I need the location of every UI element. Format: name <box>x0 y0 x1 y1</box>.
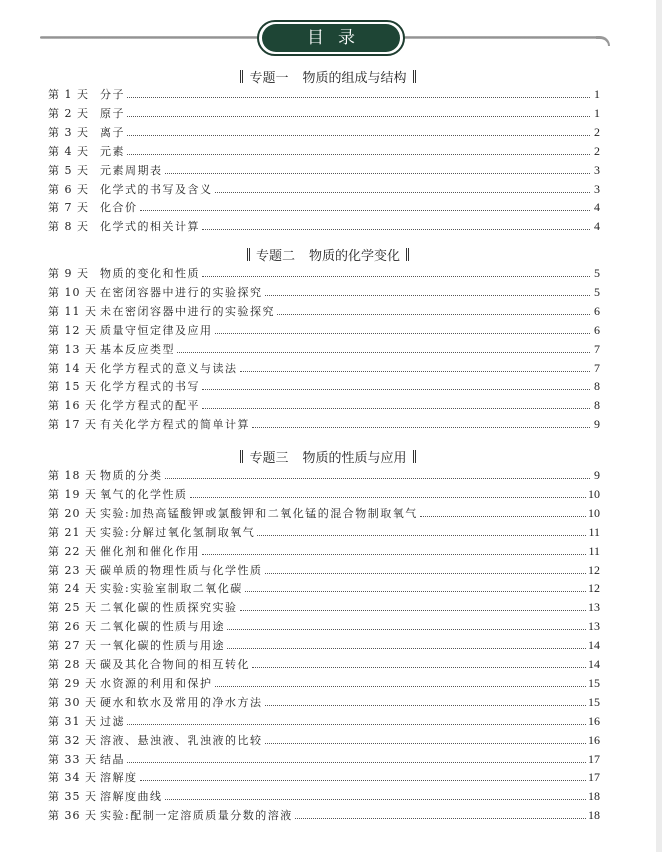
toc-leader-dots <box>140 779 587 781</box>
toc-leader-dots <box>202 388 590 390</box>
toc-page-number: 11 <box>588 543 600 558</box>
toc-entry[interactable] <box>48 142 600 160</box>
section-bar-right <box>413 450 416 463</box>
toc-day: 第 33 天 <box>48 752 97 766</box>
section-bar-right <box>413 70 416 83</box>
section-label: 专题二 <box>255 249 295 264</box>
toc-day: 第 25 天 <box>48 601 97 615</box>
toc-page-number: 13 <box>588 619 600 634</box>
toc-entry[interactable] <box>48 283 600 301</box>
toc-page-number: 6 <box>594 303 600 318</box>
toc-entry[interactable] <box>48 161 600 179</box>
toc-leader-dots <box>215 332 591 334</box>
toc-leader-dots <box>177 351 590 353</box>
toc-leader-dots <box>265 572 587 574</box>
toc-leader-dots <box>420 515 586 517</box>
toc-entry[interactable] <box>48 787 600 805</box>
toc-entry[interactable] <box>48 485 600 503</box>
toc-leader-dots <box>165 477 591 479</box>
toc-page-number: 16 <box>588 713 600 728</box>
toc-title[interactable]: 碳单质的物理性质与化学性质 <box>100 563 263 577</box>
toc-page-number: 14 <box>588 638 600 653</box>
toc-page-number: 9 <box>594 417 600 432</box>
toc-day: 第 24 天 <box>48 582 97 596</box>
toc-page-number: 15 <box>588 694 600 709</box>
toc-leader-dots <box>215 191 591 193</box>
toc-day: 第 34 天 <box>48 771 97 785</box>
toc-day: 第 31 天 <box>48 714 97 728</box>
toc-title[interactable]: 实验:分解过氧化氢制取氧气 <box>100 525 256 539</box>
toc-day: 第 11 天 <box>48 304 97 318</box>
toc-day: 第 26 天 <box>48 620 97 634</box>
toc-page-number: 12 <box>588 562 600 577</box>
section-header <box>0 447 656 466</box>
toc-page-number: 3 <box>594 181 600 196</box>
toc-leader-dots <box>245 590 586 592</box>
toc-title[interactable]: 硬水和软水及常用的净水方法 <box>100 695 263 709</box>
toc-entry[interactable] <box>48 504 600 522</box>
toc-day: 第 7 天 <box>48 201 89 215</box>
toc-leader-dots <box>252 666 586 668</box>
toc-leader-dots <box>127 134 590 136</box>
toc-day: 第 17 天 <box>48 418 97 432</box>
toc-leader-dots <box>277 313 590 315</box>
toc-title[interactable]: 氧气的化学性质 <box>100 487 188 501</box>
toc-day: 第 1 天 <box>48 88 89 101</box>
toc-leader-dots <box>295 817 586 819</box>
toc-entry[interactable] <box>48 636 600 654</box>
toc-leader-dots <box>265 294 591 296</box>
section-bar-left <box>247 248 250 261</box>
toc-page-number: 9 <box>594 468 600 482</box>
toc-entry[interactable] <box>48 123 600 141</box>
toc-page-number: 5 <box>594 266 600 280</box>
toc-title[interactable]: 化学方程式的意义与读法 <box>100 361 238 375</box>
toc-title[interactable]: 未在密闭容器中进行的实验探究 <box>100 304 275 318</box>
toc-day: 第 30 天 <box>48 695 97 709</box>
toc-day: 第 2 天 <box>48 106 89 120</box>
toc-page-number: 1 <box>594 105 600 120</box>
toc-day: 第 9 天 <box>48 267 89 280</box>
toc-entry[interactable] <box>48 264 600 282</box>
section-name: 物质的化学变化 <box>309 249 401 264</box>
section-header <box>0 67 656 86</box>
toc-day: 第 3 天 <box>48 125 89 139</box>
toc-leader-dots <box>265 704 587 706</box>
toc-entry[interactable] <box>48 217 600 235</box>
toc-leader-dots <box>227 628 586 630</box>
toc-day: 第 8 天 <box>48 220 89 234</box>
toc-day: 第 13 天 <box>48 342 97 356</box>
toc-page-number: 3 <box>594 162 600 177</box>
toc-leader-dots <box>240 609 587 611</box>
toc-entry[interactable] <box>48 85 600 103</box>
toc-entry[interactable] <box>48 674 600 692</box>
toc-day: 第 12 天 <box>48 323 97 337</box>
toc-title[interactable]: 结晶 <box>100 752 125 766</box>
toc-leader-dots <box>202 228 590 230</box>
toc-entry[interactable] <box>48 768 600 786</box>
toc-title[interactable]: 化学式的书写及含义 <box>100 182 213 196</box>
toc-title[interactable]: 化学方程式的书写 <box>100 380 200 394</box>
toc-title[interactable]: 化学方程式的配平 <box>100 399 200 413</box>
section-name: 物质的性质与应用 <box>302 451 407 466</box>
toc-leader-dots <box>265 742 587 744</box>
toc-title[interactable]: 分子 <box>100 88 125 101</box>
toc-entry[interactable] <box>48 712 600 730</box>
toc-day: 第 23 天 <box>48 563 97 577</box>
toc-day: 第 10 天 <box>48 285 97 299</box>
toc-day: 第 4 天 <box>48 144 89 158</box>
toc-entry[interactable] <box>48 542 600 560</box>
toc-leader-dots <box>202 275 590 277</box>
toc-title[interactable]: 过滤 <box>100 714 125 728</box>
toc-entry[interactable] <box>48 340 600 358</box>
toc-page-number: 7 <box>594 341 600 356</box>
toc-entry[interactable] <box>48 180 600 198</box>
toc-entry[interactable] <box>48 561 600 579</box>
toc-page-number: 2 <box>594 124 600 139</box>
toc-day: 第 36 天 <box>48 809 97 823</box>
toc-page-number: 7 <box>594 360 600 375</box>
toc-entry[interactable] <box>48 523 600 541</box>
toc-page-number: 11 <box>588 524 600 539</box>
toc-page-number: 13 <box>588 600 600 615</box>
header-rule-right <box>404 36 600 39</box>
section-label: 专题三 <box>249 451 289 466</box>
toc-day: 第 15 天 <box>48 380 97 394</box>
toc-title[interactable]: 实验:加热高锰酸钾或氯酸钾和二氧化锰的混合物制取氧气 <box>100 506 418 520</box>
toc-title[interactable]: 实验:实验室制取二氧化碳 <box>100 582 243 596</box>
toc-title[interactable]: 实验:配制一定溶质质量分数的溶液 <box>100 809 293 823</box>
toc-entry[interactable] <box>48 655 600 673</box>
toc-day: 第 32 天 <box>48 733 97 747</box>
toc-page-number: 8 <box>594 398 600 413</box>
toc-page-number: 4 <box>594 219 600 234</box>
toc-title[interactable]: 有关化学方程式的简单计算 <box>100 418 250 432</box>
toc-leader-dots <box>257 534 586 536</box>
page-title: 目录 <box>262 24 400 52</box>
toc-title[interactable]: 一氧化碳的性质与用途 <box>100 639 225 653</box>
toc-page-number: 4 <box>594 200 600 215</box>
toc-leader-dots <box>127 723 586 725</box>
section-name: 物质的组成与结构 <box>302 71 407 86</box>
header-rule-left <box>40 36 260 39</box>
toc-title[interactable]: 催化剂和催化作用 <box>100 544 200 558</box>
toc-leader-dots <box>240 370 591 372</box>
toc-entry[interactable] <box>48 377 600 395</box>
toc-page-number: 14 <box>588 657 600 671</box>
toc-day: 第 19 天 <box>48 487 97 501</box>
toc-page-number: 17 <box>588 751 600 766</box>
toc-title[interactable]: 二氧化碳的性质探究实验 <box>100 601 238 615</box>
page-edge-scrollbar <box>656 0 662 852</box>
toc-page-number: 6 <box>594 322 600 337</box>
toc-day: 第 5 天 <box>48 163 89 177</box>
toc-entry[interactable] <box>48 359 600 377</box>
section-header <box>0 245 656 264</box>
section-label: 专题一 <box>249 71 289 86</box>
toc-day: 第 16 天 <box>48 399 97 413</box>
toc-day: 第 14 天 <box>48 361 97 375</box>
toc-title[interactable]: 化合价 <box>100 201 138 215</box>
toc-page-number: 1 <box>594 87 600 101</box>
toc-title[interactable]: 溶液、悬浊液、乳浊液的比较 <box>100 733 263 747</box>
toc-leader-dots <box>127 761 586 763</box>
toc-page-number: 8 <box>594 379 600 394</box>
toc-entry[interactable] <box>48 598 600 616</box>
toc-day: 第 22 天 <box>48 544 97 558</box>
toc-title[interactable]: 溶解度曲线 <box>100 790 163 804</box>
toc-day: 第 27 天 <box>48 639 97 653</box>
toc-entry[interactable] <box>48 750 600 768</box>
toc-entry[interactable] <box>48 693 600 711</box>
toc-entry[interactable] <box>48 396 600 414</box>
toc-leader-dots <box>202 553 586 555</box>
toc-day: 第 18 天 <box>48 469 97 482</box>
toc-title[interactable]: 离子 <box>100 125 125 139</box>
toc-page-number: 15 <box>588 675 600 690</box>
toc-day: 第 6 天 <box>48 182 89 196</box>
toc-leader-dots <box>127 115 590 117</box>
toc-title[interactable]: 质量守恒定律及应用 <box>100 323 213 337</box>
toc-title[interactable]: 原子 <box>100 106 125 120</box>
toc-entry[interactable] <box>48 321 600 339</box>
toc-page-number: 17 <box>588 770 600 785</box>
toc-entry[interactable] <box>48 579 600 597</box>
toc-leader-dots <box>165 172 591 174</box>
toc-day: 第 20 天 <box>48 506 97 520</box>
toc-page-number: 10 <box>588 486 600 501</box>
toc-entry[interactable] <box>48 415 600 433</box>
toc-title[interactable]: 二氧化碳的性质与用途 <box>100 620 225 634</box>
toc-leader-dots <box>165 798 587 800</box>
toc-title[interactable]: 元素周期表 <box>100 163 163 177</box>
toc-entry[interactable] <box>48 198 600 216</box>
toc-title[interactable]: 物质的分类 <box>100 469 163 482</box>
toc-entry[interactable] <box>48 466 600 484</box>
toc-page-number: 2 <box>594 143 600 158</box>
toc-leader-dots <box>252 426 590 428</box>
toc-day: 第 28 天 <box>48 658 97 671</box>
toc-leader-dots <box>127 153 590 155</box>
toc-page-number: 10 <box>588 505 600 520</box>
toc-leader-dots <box>127 96 590 98</box>
header-rule-tail <box>596 36 610 46</box>
toc-day: 第 29 天 <box>48 676 97 690</box>
toc-page-number: 5 <box>594 284 600 299</box>
toc-leader-dots <box>190 496 587 498</box>
toc-entry[interactable] <box>48 806 600 824</box>
toc-title[interactable]: 基本反应类型 <box>100 342 175 356</box>
toc-title[interactable]: 在密闭容器中进行的实验探究 <box>100 285 263 299</box>
toc-day: 第 21 天 <box>48 525 97 539</box>
section-bar-left <box>240 450 243 463</box>
section-bar-right <box>406 248 409 261</box>
toc-title[interactable]: 水资源的利用和保护 <box>100 676 213 690</box>
section-bar-left <box>240 70 243 83</box>
toc-leader-dots <box>140 209 591 211</box>
toc-title[interactable]: 物质的变化和性质 <box>100 267 200 280</box>
toc-page-number: 12 <box>588 581 600 596</box>
toc-page-number: 16 <box>588 732 600 747</box>
toc-entry[interactable] <box>48 104 600 122</box>
toc-leader-dots <box>202 407 590 409</box>
toc-title[interactable]: 溶解度 <box>100 771 138 785</box>
toc-page-number: 18 <box>588 808 600 823</box>
toc-entry[interactable] <box>48 731 600 749</box>
toc-title[interactable]: 化学式的相关计算 <box>100 220 200 234</box>
toc-page-number: 18 <box>588 789 600 804</box>
toc-leader-dots <box>215 685 587 687</box>
toc-entry[interactable] <box>48 617 600 635</box>
toc-day: 第 35 天 <box>48 790 97 804</box>
toc-title[interactable]: 元素 <box>100 144 125 158</box>
toc-title[interactable]: 碳及其化合物间的相互转化 <box>100 658 250 671</box>
toc-entry[interactable] <box>48 302 600 320</box>
toc-leader-dots <box>227 647 586 649</box>
